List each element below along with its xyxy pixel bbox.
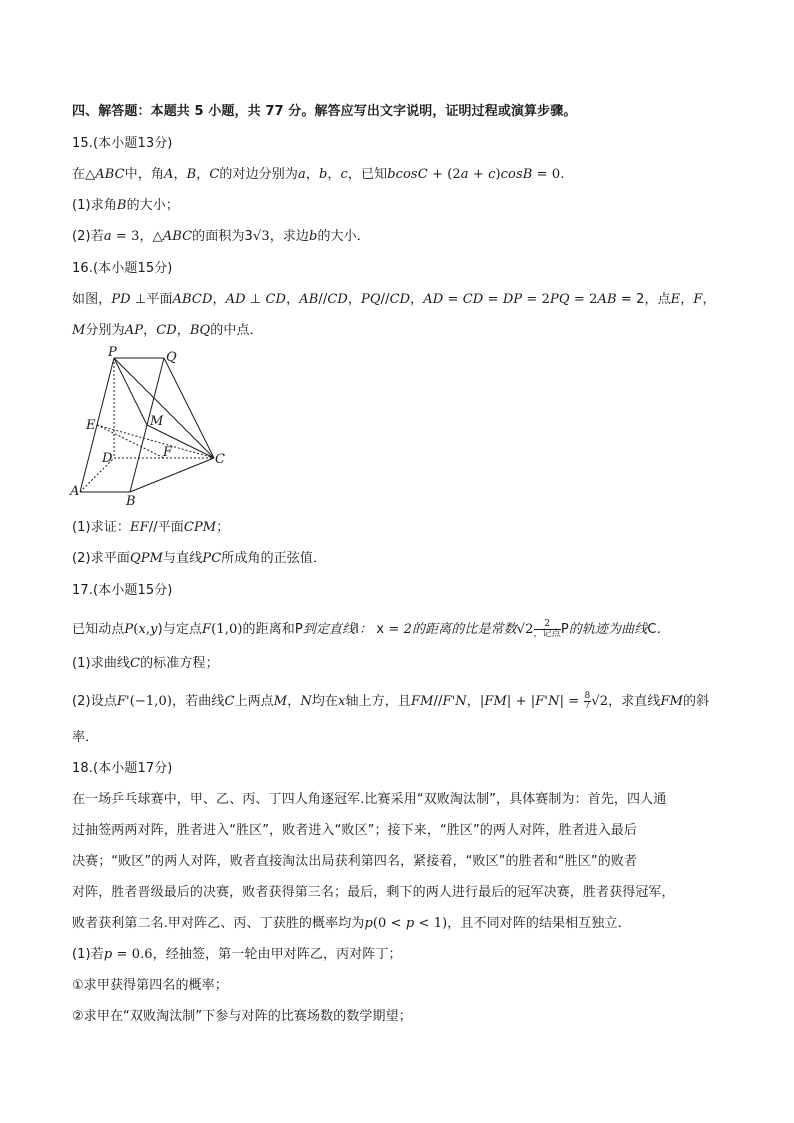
q17-part2-line1: (2)设点F'(−1,0)，若曲线C上两点M，N均在x轴上方，且FM//F'N，|FM| + |F'N| = $\frac{8}{7}$ √2，求直线FM的斜: [72, 691, 710, 711]
q18-stem-line5: 败者获利第二名.甲对阵乙、丙、丁获胜的概率均为p(0 < p < 1)，且不同对阵的结果相互独立．: [72, 916, 631, 931]
q15-stem: 在△ABC中，角A，B，C的对边分别为a，b，c，已知bcosC + (2a + c)cosB = 0.: [72, 167, 565, 182]
label-C: C: [215, 452, 225, 467]
edge-PM: [114, 358, 147, 425]
label-E: E: [86, 418, 96, 433]
label-F: F: [163, 445, 173, 460]
q17-stem: 已知动点P(x,y)与定点F(1,0)的距离和P到定直线l： x = 2的距离的比是常数√2 $\frac{2}{\text{，记点}}$ P的轨迹为曲线C．: [72, 619, 670, 639]
q17-part2-line2: 率．: [72, 730, 99, 745]
label-A: A: [70, 484, 80, 499]
q17-title: 17.(本小题15分): [72, 583, 173, 598]
q17-part1: (1)求曲线C的标准方程；: [72, 656, 219, 671]
q15-part1: (1)求角B的大小；: [72, 198, 179, 213]
q18-stem-line3: 决赛；“败区”的两人对阵，败者直接淘汰出局获利第四名，紧接着，“败区”的胜者和“胜区”的败者: [72, 854, 638, 869]
label-D: D: [102, 451, 113, 466]
edge-PC: [114, 358, 214, 458]
edge-EC: [97, 425, 214, 458]
q18-stem-line2: 过抽签两两对阵，胜者进入“胜区”，败者进入“败区”；接下来，“胜区”的两人对阵，胜者进入最后: [72, 823, 638, 838]
q18-stem-line4: 对阵，胜者晋级最后的决赛，败者获得第三名；最后，剩下的两人进行最后的冠军决赛，胜者获得冠军，: [72, 885, 675, 900]
q16-stem-line1: 如图，PD ⊥平面ABCD，AD ⊥ CD，AB//CD，PQ//CD，AD = CD = DP = 2PQ = 2AB = 2，点E，F，: [72, 292, 716, 307]
q18-title: 18.(本小题17分): [72, 761, 173, 776]
label-B: B: [126, 494, 136, 508]
q18-part1: (1)若p = 0.6，经抽签，第一轮由甲对阵乙，丙对阵丁；: [72, 947, 402, 962]
q16-title: 16.(本小题15分): [72, 261, 173, 276]
q16-part2: (2)求平面QPM与直线PC所成角的正弦值．: [72, 551, 327, 566]
label-Q: Q: [166, 350, 177, 365]
edge-MC: [147, 425, 214, 458]
label-P: P: [108, 345, 117, 360]
q15-title: 15.(本小题13分): [72, 136, 173, 151]
q16-stem-line2: M分别为AP，CD，BQ的中点．: [72, 323, 263, 338]
q18-stem-line1: 在一场乒乓球赛中，甲、乙、丙、丁四人角逐冠军.比赛采用“双败淘汰制”，具体赛制为：首先，四人通: [72, 792, 667, 807]
section-header: 四、解答题：本题共 5 小题，共 77 分。解答应写出文字说明，证明过程或演算步骤。: [72, 104, 577, 119]
pyramid-diagram: [66, 344, 234, 508]
fraction-sqrt2-over-2: $\frac{2}{\text{，记点}}$: [533, 619, 561, 639]
q15-part2: (2)若a = 3，△ABC的面积为3√3，求边b的大小．: [72, 229, 370, 244]
edge-BC: [130, 458, 214, 492]
geometry-figure: [66, 344, 234, 508]
q18-sub2: ②求甲在“双败淘汰制”下参与对阵的比赛场数的数学期望；: [72, 1009, 412, 1024]
q16-part1: (1)求证：EF//平面CPM；: [72, 520, 230, 535]
q18-sub1: ①求甲获得第四名的概率；: [72, 978, 228, 993]
fraction-8-over-7: $\frac{8}{7}$: [584, 691, 591, 711]
label-M: M: [150, 414, 164, 429]
edge-QC: [164, 358, 214, 458]
